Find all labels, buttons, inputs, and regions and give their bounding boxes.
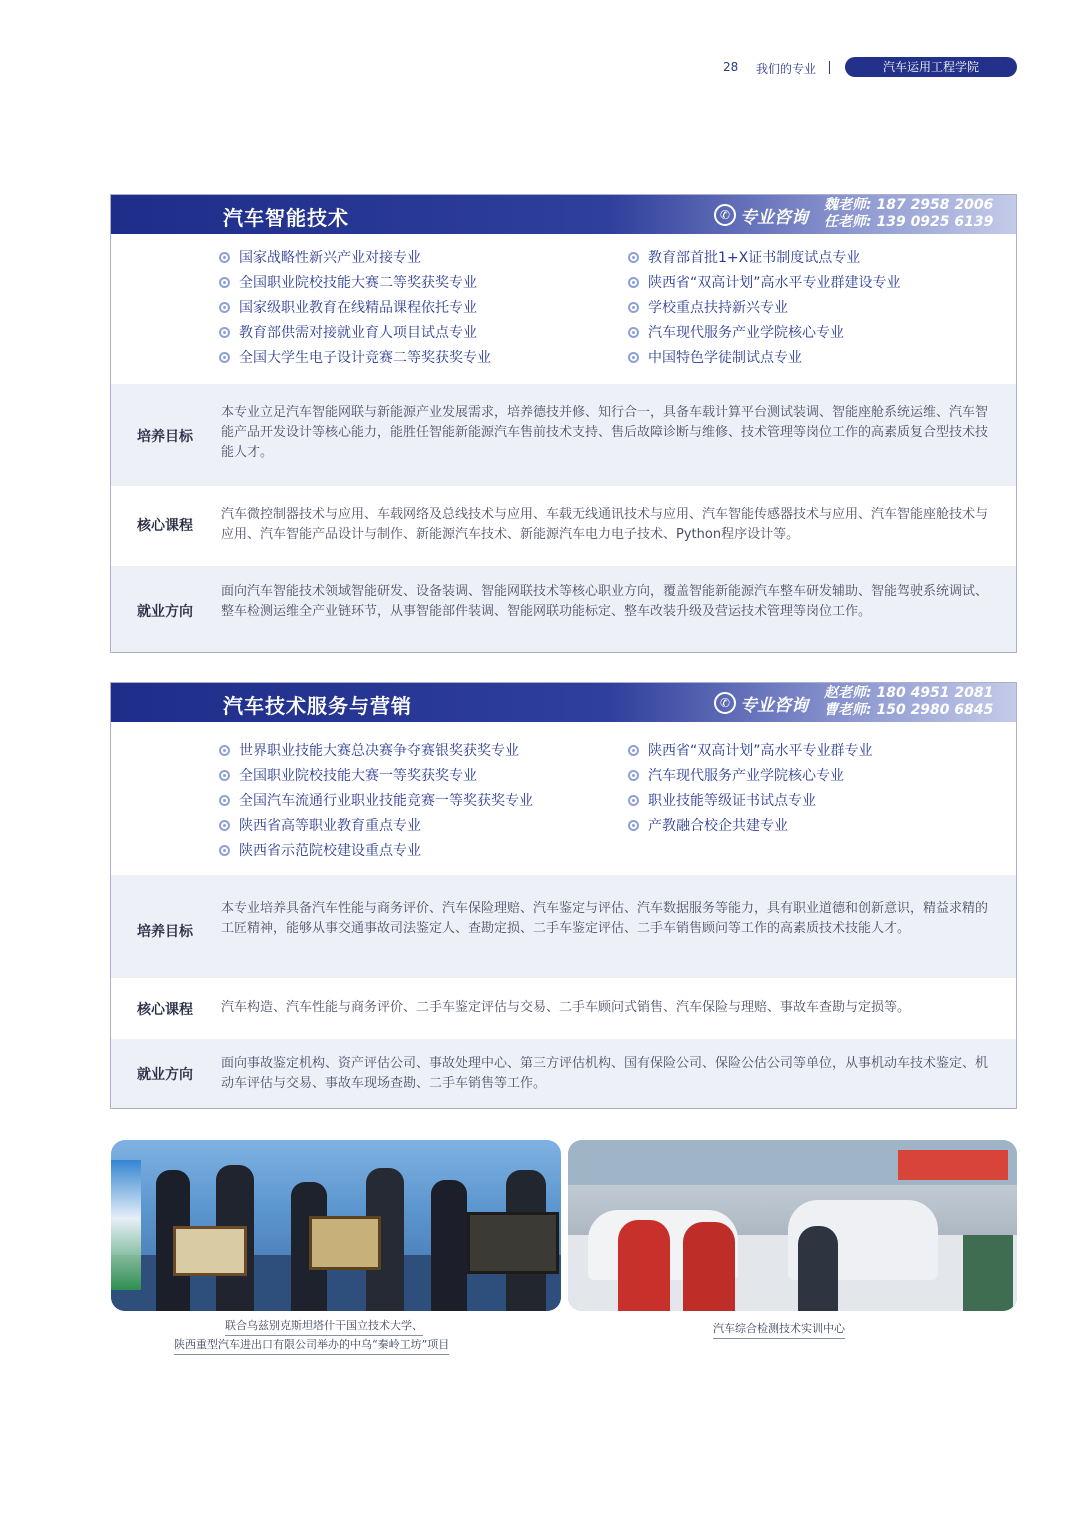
goal-label: 培养目标 <box>137 924 193 940</box>
honor-item: 全国大学生电子设计竞赛二等奖获奖专业 <box>219 347 491 367</box>
bullet-icon <box>219 352 230 363</box>
consult-label <box>714 203 808 227</box>
section-title: 我们的专业 <box>756 62 817 76</box>
courses-row <box>111 486 1016 566</box>
program-name: 汽车智能技术 <box>223 206 349 230</box>
page-number: 28 <box>723 60 739 74</box>
contact-phone: 任老师: 139 0925 6139 <box>824 214 994 230</box>
bullet-icon <box>628 770 639 781</box>
goal-text: 本专业立足汽车智能网联与新能源产业发展需求，培养德技并修、知行合一，具备车载计算平台测试装调、智能座舱系统运维、汽车智能产品开发设计等核心能力，能胜任智能新能源汽车售前技术支持、售后故障诊断与维修、技术管理等岗位工作的高素质复合型技术技能人才。 <box>221 405 989 460</box>
honor-item: 国家战略性新兴产业对接专业 <box>219 247 421 267</box>
bullet-icon <box>219 252 230 263</box>
bullet-icon <box>628 795 639 806</box>
honor-item: 中国特色学徒制试点专业 <box>628 347 802 367</box>
honor-item: 国家级职业教育在线精品课程依托专业 <box>219 297 477 317</box>
career-row <box>111 566 1016 652</box>
contact-list <box>824 197 993 231</box>
goal-label: 培养目标 <box>137 429 193 445</box>
photo-caption: 陕西重型汽车进出口有限公司举办的中乌“秦岭工坊”项目 <box>174 1336 449 1355</box>
bullet-icon <box>219 302 230 313</box>
program-title-bar <box>111 683 1016 722</box>
program-title-bar <box>111 195 1016 234</box>
courses-row <box>111 978 1016 1039</box>
phone-icon: ✆ <box>714 692 736 714</box>
contact-phone: 曹老师: 150 2980 6845 <box>824 702 994 718</box>
goal-row <box>111 875 1016 978</box>
honor-item: 职业技能等级证书试点专业 <box>628 790 816 810</box>
honor-item: 陕西省高等职业教育重点专业 <box>219 815 421 835</box>
honor-item: 学校重点扶持新兴专业 <box>628 297 788 317</box>
contact-phone: 魏老师: 187 2958 2006 <box>824 197 994 213</box>
consult-label <box>714 691 808 715</box>
page-header <box>0 57 1080 79</box>
bullet-icon <box>628 745 639 756</box>
courses-label: 核心课程 <box>137 1002 193 1018</box>
honor-item: 教育部首批1+X证书制度试点专业 <box>628 247 860 267</box>
bullet-icon <box>628 277 639 288</box>
career-text: 面向事故鉴定机构、资产评估公司、事故处理中心、第三方评估机构、国有保险公司、保险公估公司等单位，从事机动车技术鉴定、机动车评估与交易、事故车现场查勘、二手车销售等工作。 <box>221 1056 989 1091</box>
honor-item: 全国汽车流通行业职业技能竞赛一等奖获奖专业 <box>219 790 533 810</box>
goal-text: 本专业培养具备汽车性能与商务评价、汽车保险理赔、汽车鉴定与评估、汽车数据服务等能力，具有职业道德和创新意识，精益求精的工匠精神，能够从事交通事故司法鉴定人、查勘定损、二手车鉴定评估、二手车销售顾问等工作的高素质技术技能人才。 <box>221 901 989 936</box>
honor-item: 产教融合校企共建专业 <box>628 815 788 835</box>
honor-item: 全国职业院校技能大赛二等奖获奖专业 <box>219 272 477 292</box>
program-card-service-marketing <box>110 682 1017 1109</box>
honor-item: 陕西省示范院校建设重点专业 <box>219 840 421 860</box>
workshop-photo <box>568 1140 1017 1311</box>
ceremony-photo <box>111 1140 561 1311</box>
bullet-icon <box>219 820 230 831</box>
bullet-icon <box>219 770 230 781</box>
bullet-icon <box>219 745 230 756</box>
college-badge: 汽车运用工程学院 <box>845 57 1017 77</box>
bullet-icon <box>628 820 639 831</box>
bullet-icon <box>219 795 230 806</box>
bullet-icon <box>628 302 639 313</box>
honor-item: 汽车现代服务产业学院核心专业 <box>628 765 844 785</box>
bullet-icon <box>628 327 639 338</box>
program-card-intelligent-tech <box>110 194 1017 653</box>
bullet-icon <box>628 252 639 263</box>
consult-text: 专业咨询 <box>740 207 808 228</box>
bullet-icon <box>219 327 230 338</box>
header-divider <box>829 61 830 74</box>
photo-caption: 联合乌兹别克斯坦塔什干国立技术大学、 <box>225 1317 423 1336</box>
contact-phone: 赵老师: 180 4951 2081 <box>824 685 994 701</box>
honor-item: 陕西省“双高计划”高水平专业群建设专业 <box>628 272 901 292</box>
honor-item: 教育部供需对接就业育人项目试点专业 <box>219 322 477 342</box>
bullet-icon <box>219 277 230 288</box>
career-label: 就业方向 <box>137 1067 193 1083</box>
career-text: 面向汽车智能技术领域智能研发、设备装调、智能网联技术等核心职业方向，覆盖智能新能源汽车整车研发辅助、智能驾驶系统调试、整车检测运维全产业链环节，从事智能部件装调、智能网联功能标定、整车改装升级及营运技术管理等岗位工作。 <box>221 584 989 619</box>
phone-icon: ✆ <box>714 204 736 226</box>
honor-item: 全国职业院校技能大赛一等奖获奖专业 <box>219 765 477 785</box>
program-name: 汽车技术服务与营销 <box>223 694 412 718</box>
career-row <box>111 1039 1016 1108</box>
bullet-icon <box>628 352 639 363</box>
honor-item: 世界职业技能大赛总决赛争夺赛银奖获奖专业 <box>219 740 519 760</box>
honor-item: 汽车现代服务产业学院核心专业 <box>628 322 844 342</box>
goal-row <box>111 384 1016 486</box>
bullet-icon <box>219 845 230 856</box>
consult-text: 专业咨询 <box>740 695 808 716</box>
courses-text: 汽车微控制器技术与应用、车载网络及总线技术与应用、车载无线通讯技术与应用、汽车智能传感器技术与应用、汽车智能座舱技术与应用、汽车智能产品设计与制作、新能源汽车技术、新能源汽车电力电子技术、Python程序设计等。 <box>221 507 989 542</box>
photo-caption: 汽车综合检测技术实训中心 <box>713 1320 845 1339</box>
honor-item: 陕西省“双高计划”高水平专业群专业 <box>628 740 873 760</box>
courses-text: 汽车构造、汽车性能与商务评价、二手车鉴定评估与交易、二手车顾问式销售、汽车保险与理赔、事故车查勘与定损等。 <box>221 1000 911 1015</box>
courses-label: 核心课程 <box>137 518 193 534</box>
career-label: 就业方向 <box>137 604 193 620</box>
contact-list <box>824 685 993 719</box>
